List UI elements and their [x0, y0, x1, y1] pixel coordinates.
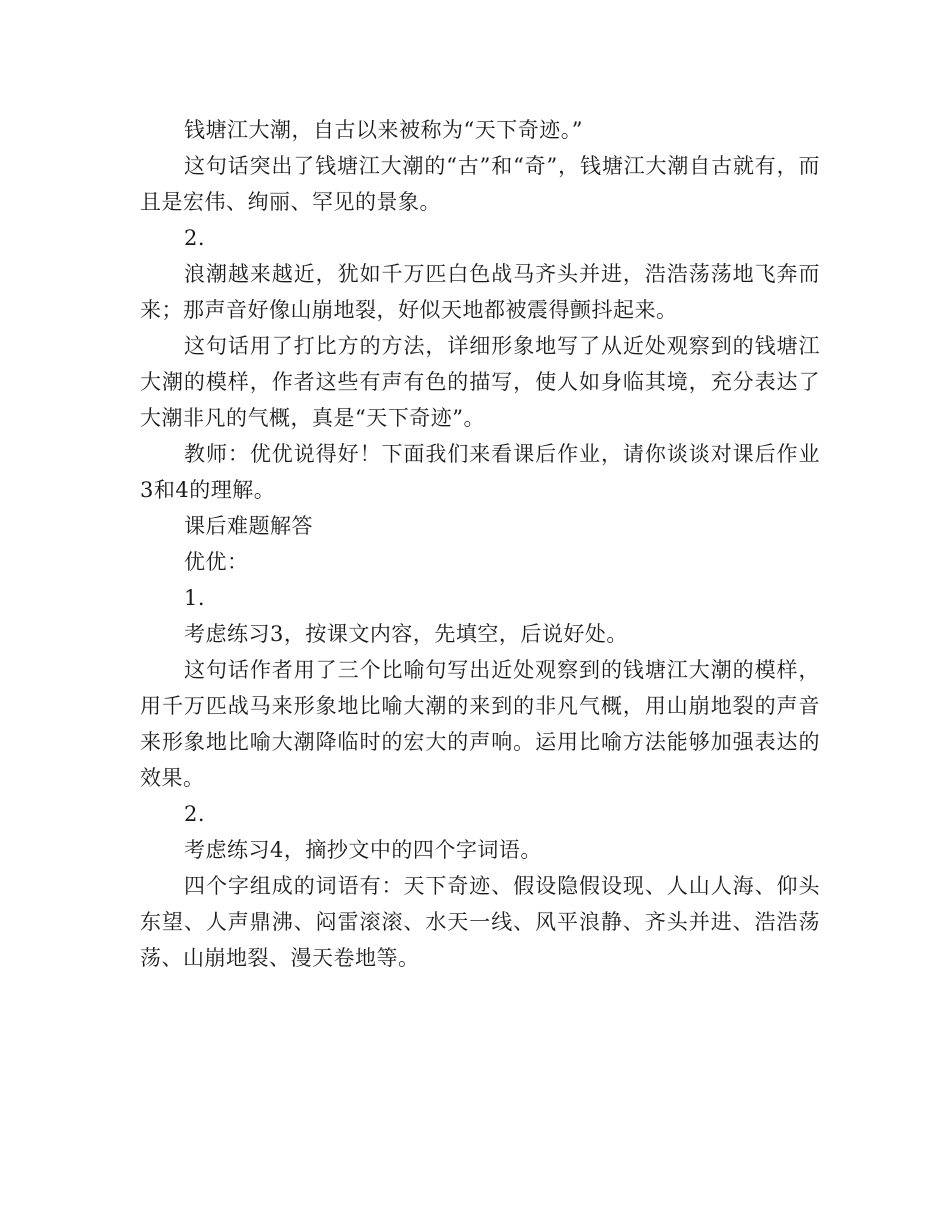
paragraph: 考虑练习3，按课文内容，先填空，后说好处。 [184, 622, 628, 646]
list-number: 2. [184, 226, 206, 250]
paragraph: 浪潮越来越近，犹如千万匹白色战马齐头并进，浩浩荡荡地飞奔而来；那声音好像山崩地裂，好似天地都被震得颤抖起来。 [140, 262, 820, 322]
paragraph: 这句话作者用了三个比喻句写出近处观察到的钱塘江大潮的模样，用千万匹战马来形象地比喻大潮的来到的非凡气概，用山崩地裂的声音来形象地比喻大潮降临时的宏大的声响。运用比喻方法能够加强表达的效果。 [140, 658, 820, 790]
paragraph: 四个字组成的词语有：天下奇迹、假设隐假设现、人山人海、仰头东望、人声鼎沸、闷雷滚滚、水天一线、风平浪静、齐头并进、浩浩荡荡、山崩地裂、漫天卷地等。 [140, 874, 820, 970]
paragraph: 钱塘江大潮，自古以来被称为“天下奇迹。” [184, 118, 583, 142]
paragraph: 考虑练习4，摘抄文中的四个字词语。 [184, 838, 542, 862]
speaker-label: 优优： [184, 550, 249, 574]
list-number: 1. [184, 586, 206, 610]
paragraph: 教师：优优说得好！下面我们来看课后作业，请你谈谈对课后作业3和4的理解。 [140, 442, 820, 502]
section-heading: 课后难题解答 [184, 514, 313, 538]
list-number: 2. [184, 802, 206, 826]
paragraph: 这句话突出了钱塘江大潮的“古”和“奇”，钱塘江大潮自古就有，而且是宏伟、绚丽、罕见的景象。 [140, 154, 820, 214]
paragraph: 这句话用了打比方的方法，详细形象地写了从近处观察到的钱塘江大潮的模样，作者这些有声有色的描写，使人如身临其境，充分表达了大潮非凡的气概，真是“天下奇迹”。 [140, 334, 820, 430]
